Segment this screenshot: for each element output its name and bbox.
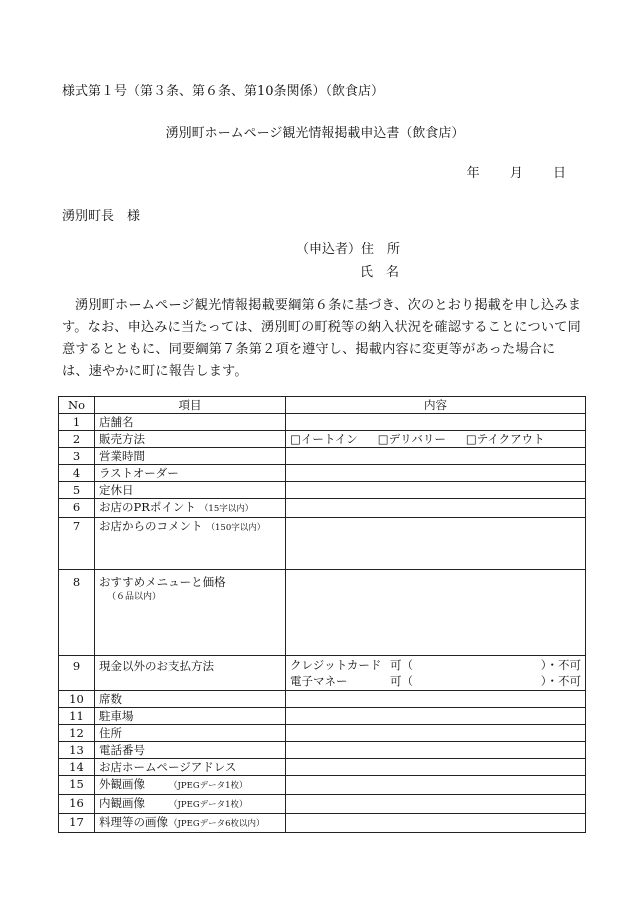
applicant-name-label: 氏 名 (360, 265, 400, 280)
date-line (453, 162, 566, 181)
row-no: 14 (59, 759, 95, 776)
shop-name-field[interactable] (286, 414, 586, 431)
row-no: 13 (59, 742, 95, 759)
table-row (59, 759, 586, 776)
row-no: 3 (59, 448, 95, 465)
payment-available[interactable]: 可（ (390, 658, 413, 672)
payment-label: 電子マネー (290, 674, 348, 688)
payment-row-emoney (290, 673, 581, 689)
row-no: 16 (59, 795, 95, 814)
row-item (95, 499, 286, 518)
header-content: 内容 (286, 397, 586, 414)
table-row (59, 518, 586, 570)
row-item: ラストオーダー (95, 465, 286, 482)
row-item: 駐車場 (95, 708, 286, 725)
last-order-field[interactable] (286, 465, 586, 482)
header-no: No (59, 397, 95, 414)
row-no: 6 (59, 499, 95, 518)
table-row (59, 431, 586, 448)
table-row (59, 795, 586, 814)
table-row (59, 725, 586, 742)
row-item-note: （150字以内） (206, 523, 266, 533)
seats-field[interactable] (286, 691, 586, 708)
exterior-image-field[interactable] (286, 776, 586, 795)
row-item: 現金以外のお支払方法 (95, 656, 286, 691)
closed-days-field[interactable] (286, 482, 586, 499)
table-row (59, 656, 586, 691)
row-item (95, 814, 286, 833)
row-no: 9 (59, 656, 95, 691)
table-row (59, 742, 586, 759)
homepage-field[interactable] (286, 759, 586, 776)
pr-point-field[interactable] (286, 499, 586, 518)
takeout-checkbox[interactable]: □テイクアウト (465, 432, 545, 446)
row-item-note: （JPEGデータ1枚） (169, 781, 248, 791)
business-hours-field[interactable] (286, 448, 586, 465)
row-no: 8 (59, 570, 95, 656)
row-item-sub: （６品以内） (107, 592, 162, 602)
header-item: 項目 (95, 397, 286, 414)
row-item: 定休日 (95, 482, 286, 499)
body-text: 湧別町ホームページ観光情報掲載要綱第６条に基づき、次のとおり掲載を申し込みます。なお、申込みに当たっては、湧別町の町税等の納入状況を確認することについて同意するとともに、同要綱第７条第２項を遵守し、掲載内容に変更等があった場合には、速やかに町に報告します。 (62, 298, 582, 379)
eat-in-checkbox[interactable]: □イートイン (290, 432, 358, 446)
row-item-label: お店からのコメント (99, 519, 203, 533)
row-no: 5 (59, 482, 95, 499)
row-item: お店ホームページアドレス (95, 759, 286, 776)
date-year: 年 (466, 166, 480, 181)
table-row (59, 482, 586, 499)
address-field[interactable] (286, 725, 586, 742)
row-item (95, 518, 286, 570)
comment-field[interactable] (286, 518, 586, 570)
table-row (59, 499, 586, 518)
interior-image-field[interactable] (286, 795, 586, 814)
payment-unavailable[interactable]: ）・不可 (540, 658, 581, 672)
row-item (95, 570, 286, 656)
table-row (59, 814, 586, 833)
applicant-address-label: （申込者）住 所 (296, 242, 401, 257)
application-table (58, 396, 586, 833)
row-item: 店舗名 (95, 414, 286, 431)
table-row (59, 570, 586, 656)
date-day: 日 (552, 166, 566, 181)
applicant-block (296, 238, 400, 284)
row-no: 10 (59, 691, 95, 708)
parking-field[interactable] (286, 708, 586, 725)
row-no: 15 (59, 776, 95, 795)
payment-methods (286, 656, 586, 691)
payment-row-credit (290, 657, 581, 673)
row-no: 17 (59, 814, 95, 833)
table-row (59, 708, 586, 725)
row-no: 12 (59, 725, 95, 742)
row-no: 2 (59, 431, 95, 448)
sales-method-options (286, 431, 586, 448)
row-no: 11 (59, 708, 95, 725)
row-item (95, 776, 286, 795)
table-row (59, 465, 586, 482)
table-row (59, 414, 586, 431)
table-header-row (59, 397, 586, 414)
row-item-label: お店のPRポイント (99, 500, 196, 514)
table-row (59, 448, 586, 465)
recommended-menu-field[interactable] (286, 570, 586, 656)
row-item: 席数 (95, 691, 286, 708)
row-item-note: （15字以内） (199, 504, 254, 514)
row-item: 住所 (95, 725, 286, 742)
row-no: 4 (59, 465, 95, 482)
row-item: 販売方法 (95, 431, 286, 448)
row-no: 1 (59, 414, 95, 431)
table-row (59, 776, 586, 795)
payment-label: クレジットカード (290, 658, 382, 672)
row-item-note: （JPEGデータ1枚） (169, 800, 248, 810)
row-no: 7 (59, 518, 95, 570)
row-item-label: おすすめメニューと価格 (99, 575, 226, 589)
delivery-checkbox[interactable]: □デリバリー (377, 432, 446, 446)
phone-field[interactable] (286, 742, 586, 759)
row-item: 営業時間 (95, 448, 286, 465)
row-item: 電話番号 (95, 742, 286, 759)
payment-available[interactable]: 可（ (390, 674, 413, 688)
row-item-label: 内観画像 (99, 796, 145, 810)
row-item (95, 795, 286, 814)
table-row (59, 691, 586, 708)
form-number: 様式第１号（第３条、第６条、第10条関係）（飲食店） (62, 84, 385, 99)
row-item-label: 料理等の画像 (99, 815, 168, 829)
payment-unavailable[interactable]: ）・不可 (540, 674, 581, 688)
row-item-note: （JPEGデータ6枚以内） (169, 819, 265, 829)
row-item-label: 外観画像 (99, 777, 145, 791)
addressee: 湧別町長 様 (62, 209, 141, 224)
page-title: 湧別町ホームページ観光情報掲載申込書（飲食店） (165, 126, 465, 141)
date-month: 月 (509, 166, 523, 181)
dish-images-field[interactable] (286, 814, 586, 833)
